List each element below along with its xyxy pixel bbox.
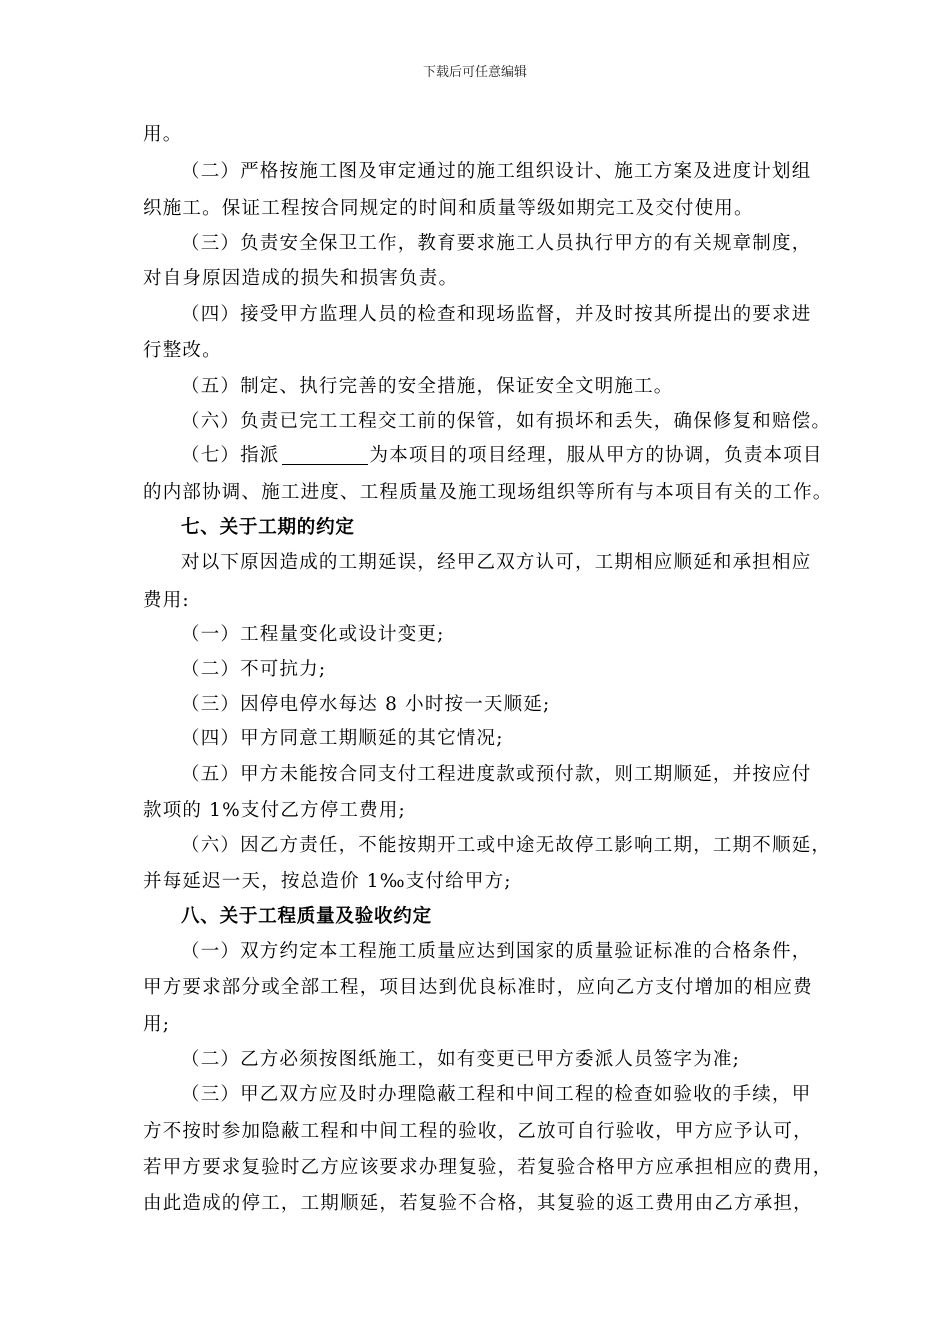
text-line: 并每延迟一天，按总造价 1‰支付给甲方; [143, 871, 512, 892]
text-line: 费用: [143, 590, 190, 611]
text-line: （四）接受甲方监理人员的检查和现场监督，并及时按其所提出的要求进 [181, 304, 812, 325]
text-line: 织施工。保证工程按合同规定的时间和质量等级如期完工及交付使用。 [143, 198, 754, 219]
text-line: （四）甲方同意工期顺延的其它情况; [181, 728, 504, 749]
text-line: （一）工程量变化或设计变更; [181, 624, 445, 645]
text-line [181, 438, 823, 474]
text-line: （六）负责已完工工程交工前的保管，如有损坏和丢失，确保修复和赔偿。 [181, 411, 832, 432]
text-line: （三）因停电停水每达 8 小时按一天顺延; [181, 694, 551, 715]
text-line: （二）不可抗力; [181, 659, 327, 680]
text-line: 款项的 1%支付乙方停工费用; [143, 800, 406, 821]
text-line: （五）甲方未能按合同支付工程进度款或预付款，则工期顺延，并按应付 [181, 764, 812, 785]
text-segment: （七）指派 [181, 445, 280, 466]
text-line: （六）因乙方责任，不能按期开工或中途无故停工影响工期，工期不顺延， [181, 835, 832, 856]
text-line: 的内部协调、施工进度、工程质量及施工现场组织等所有与本项目有关的工作。 [143, 482, 833, 503]
text-line: （二）乙方必须按图纸施工，如有变更已甲方委派人员签字为准; [181, 1049, 741, 1070]
text-line: （二）严格按施工图及审定通过的施工组织设计、施工方案及进度计划组 [181, 161, 812, 182]
text-line: 对以下原因造成的工期延误，经甲乙双方认可，工期相应顺延和承担相应 [181, 552, 812, 573]
text-line: 对自身原因造成的损失和损害负责。 [143, 268, 459, 289]
section-heading: 七、关于工期的约定 [181, 517, 355, 538]
text-line: （三）甲乙双方应及时办理隐蔽工程和中间工程的检查如验收的手续，甲 [181, 1084, 812, 1105]
fill-in-blank [282, 442, 368, 465]
section-heading: 八、关于工程质量及验收约定 [181, 906, 432, 927]
text-line: 甲方要求部分或全部工程，项目达到优良标准时，应向乙方支付增加的相应费 [143, 977, 813, 998]
page-header: 下载后可任意编辑 [422, 65, 527, 80]
text-line: 用。 [143, 124, 183, 145]
text-line: 用; [143, 1014, 171, 1035]
text-line: （一）双方约定本工程施工质量应达到国家的质量验证标准的合格条件， [181, 941, 812, 962]
text-line: （三）负责安全保卫工作，教育要求施工人员执行甲方的有关规章制度， [181, 233, 812, 254]
text-line: （五）制定、执行完善的安全措施，保证安全文明施工。 [181, 376, 674, 397]
text-line: 由此造成的停工，工期顺延，若复验不合格，其复验的返工费用由乙方承担， [143, 1193, 813, 1214]
text-line: 方不按时参加隐蔽工程和中间工程的验收，乙放可自行验收，甲方应予认可， [143, 1121, 813, 1142]
text-segment: 为本项目的项目经理，服从甲方的协调，负责本项目 [369, 445, 823, 466]
text-line: 若甲方要求复验时乙方应该要求办理复验，若复验合格甲方应承担相应的费用， [143, 1157, 833, 1178]
text-line: 行整改。 [143, 340, 222, 361]
